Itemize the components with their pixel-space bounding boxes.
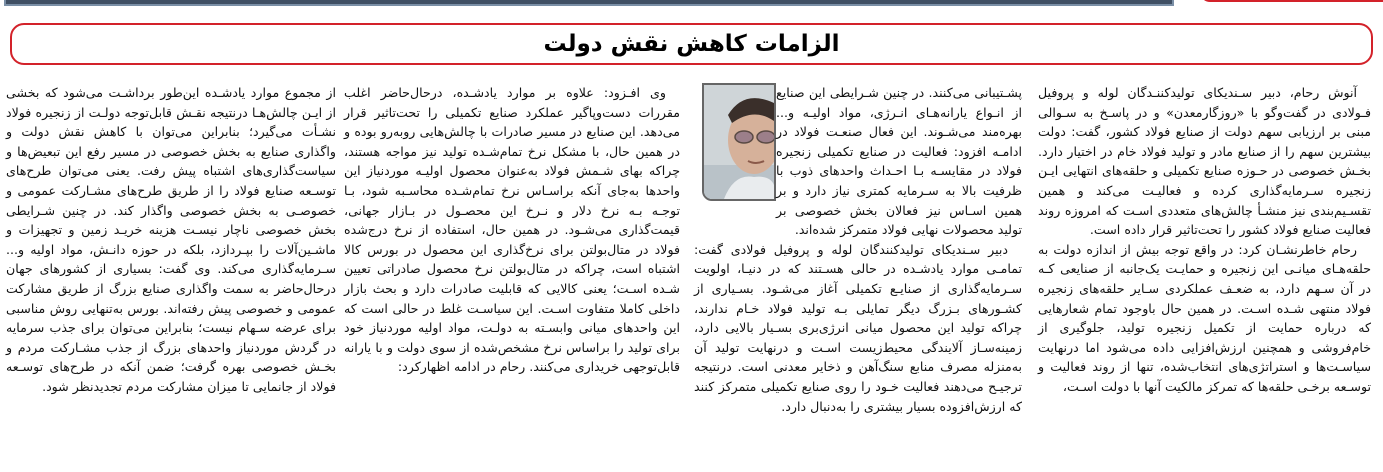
interviewee-photo	[702, 83, 776, 201]
article-column-1	[1038, 83, 1371, 397]
article-column-4	[6, 83, 336, 397]
headline-frame	[10, 23, 1373, 65]
portrait-image	[704, 85, 774, 199]
paragraph: آنوش رحام، دبیر سـندیکای تولیدکننـدگان لوله و پروفیل فـولادی در گفت‌وگو با «روزگارمعدن» و در پاسـخ به سـوالی مبنی بر ارزیابی سهم دولت از صنایع فولاد کشور، گفت: دولت بیشترین سهم را از صنایع مادر و تولید فولاد خام در اختیار دارد. بخـش خصوصی در حـوزه صنایع تکمیلی و حلقه‌های انتهایی ایـن زنجیره سـرمایه‌گذاری کرده و فعالیـت می‌کند و همین تقسـیم‌بندی نیز منشـأ چالش‌های متعددی اسـت که امروزه روند فعالیت صنایع فولاد کشور را تحت‌تاثیر قرار داده است.	[1038, 85, 1371, 238]
paragraph: پشـتیبانی می‌کنند. در چنین شـرایطی این صنایع از انـواع یارانه‌هـای انـرژی، مواد اولیـه و... بهره‌مند می‌شـوند. این فعال صنعـت فولاد در ادامـه افزود: فعالیت در صنایع تکمیلی زنجیره فولاد در مقایسـه بـا احـداث واحدهای ذوب با ظرفیت بالا به سـرمایه کمتری نیاز دارد و بر همین اسـاس نیز فعالان بخش خصوصی بر تولید محصولات نهایی فولاد متمرکز شده‌اند.	[776, 85, 1022, 238]
top-image-strip	[4, 0, 1174, 6]
article-column-3	[344, 83, 680, 377]
article-column-2	[694, 83, 1022, 416]
paragraph: رحام خاطرنشـان کرد: در واقع توجه بیش از اندازه دولت به حلقه‌هـای میانـی این زنجیره و حمایـت یک‌جانبه از صنایعی کـه در آن سـهم دارد، به ضعـف عملکردی سـایر حلقه‌های زنجیره فولاد منتهی شـده اسـت. در همین حال باوجود تمام شعارهایی که درباره حمایت از تکمیل زنجیره تولید، جلوگیری از خام‌فروشی و همچنین ارزش‌افزایی داده می‌شود اما درنهایت سیاسـت‌ها و استراتژی‌های انتخاب‌شده، تنها از روند فعالیت و توسـعه برخـی حلقه‌ها که تمرکز مالکیت آنها با دولت اسـت،	[1038, 241, 1371, 394]
paragraph: دبیر سـندیکای تولیدکنندگان لوله و پروفیل فولادی گفت: تمامـی موارد یادشـده در حالی هسـتند که در دنیـا، اولویت سـرمایه‌گذاری از صنایـع تکمیلی آغاز می‌شـود. بسـیاری از کشـورهای بـزرگ دیگر تمایلی بـه تولید فولاد خـام ندارند، چراکه تولید این محصول میانی انرژی‌بری بسـیار بالایی دارد، زمینه‌سـاز آلایندگی محیط‌زیست اسـت و درنهایت تولید آن به‌منزله مصرف منابع سنگ‌آهن و ذخایر معدنی است. درنتیجه ترجیـح می‌دهند فعالیت خـود را روی صنایع تکمیلی متمرکز کنند که ارزش‌افزوده بسیار بیشتری را به‌دنبال دارد.	[694, 241, 1022, 414]
top-right-box	[1200, 0, 1383, 2]
paragraph: از مجموع موارد یادشـده این‌طور برداشـت می‌شود که بخشی از ایـن چالش‌هـا درنتیجه نقـش قابل‌توجه دولـت از زنجیره فولاد نشـأت می‌گیرد؛ بنابراین می‌توان با کاهش نقش دولت و واگذاری صنایع به بخش خصوصی در مسیر رفع این تبعیض‌ها و سیاست‌گذاری‌های اشتباه پیش رفت. یعنی می‌توان طرح‌های توسـعه صنایع فولاد را از طریق طرح‌های مشـارکت عمومی و خصوصـی به بخش خصوصی واگذار کند. در چنین شـرایطی بخش خصوصی ناچار نیسـت هزینه خریـد زمین و تجهیزات و ماشـین‌آلات را بپـردازد، بلکه در حوزه دانـش، مواد اولیه و... سـرمایه‌گذاری می‌کند. وی گفت: بسیاری از کشورهای جهان درحال‌حاضر به سمت واگذاری صنایع بزرگ از طریق مشارکت عمومی و خصوصی پیش رفته‌اند. بورس به‌تنهایی روش مناسبی برای عرضه سـهام نیست؛ بنابراین می‌توان برای جذب سرمایه در گردش موردنیاز واحدهای بزرگ از جذب مشـارکت مردم و بخـش خصوصی بهره گرفت؛ ضمن آنکه در طرح‌های توسـعه فولاد از جانمایی تا میزان مشارکت مردم تجدیدنظر شود.	[6, 85, 336, 394]
paragraph: وی افـزود: علاوه بر موارد یادشـده، درحال‌حاضر اغلب مقررات دست‌وپاگیر عملکرد صنایع تکمیلی را تحت‌تاثیر قرار می‌دهد. این صنایع در مسیر صادرات با چالش‌هایی روبه‌رو بوده و در همین حال، با مشکل نرخ تمام‌شـده تولید نیز مواجه هستند، چراکه بهای شـمش فولاد به‌عنوان محصول اولیـه موردنیاز این واحدها به‌جای آنکه براسـاس نرخ تمام‌شـده محاسـبه شود، بـا توجـه بـه نرخ دلار و نـرخ این محصـول در بـازار جهانی، قیمت‌گذاری می‌شـود. در همین حال، استفاده از نرخ درج‌شده فولاد در متال‌بولتن برای نرخ‌گذاری این محصول در بورس کالا اشتباه است، چراکه در متال‌بولتن نرخ محصول صادراتی تعیین شـده اسـت؛ یعنی کالایی که قابلیت صادرات دارد و بحث بازار داخلی کاملا متفاوت اسـت. این سیاسـت غلط در حالی است که این واحدهای میانی وابسـته به دولـت، مواد اولیه موردنیاز خود برای تولید را براساس نرخ مشخص‌شده از سوی دولت و با یارانه قابل‌توجهی خریداری می‌کنند. رحام در ادامه اظهارکرد:	[344, 85, 680, 375]
article-headline: الزامات کاهش نقش دولت	[543, 31, 840, 57]
